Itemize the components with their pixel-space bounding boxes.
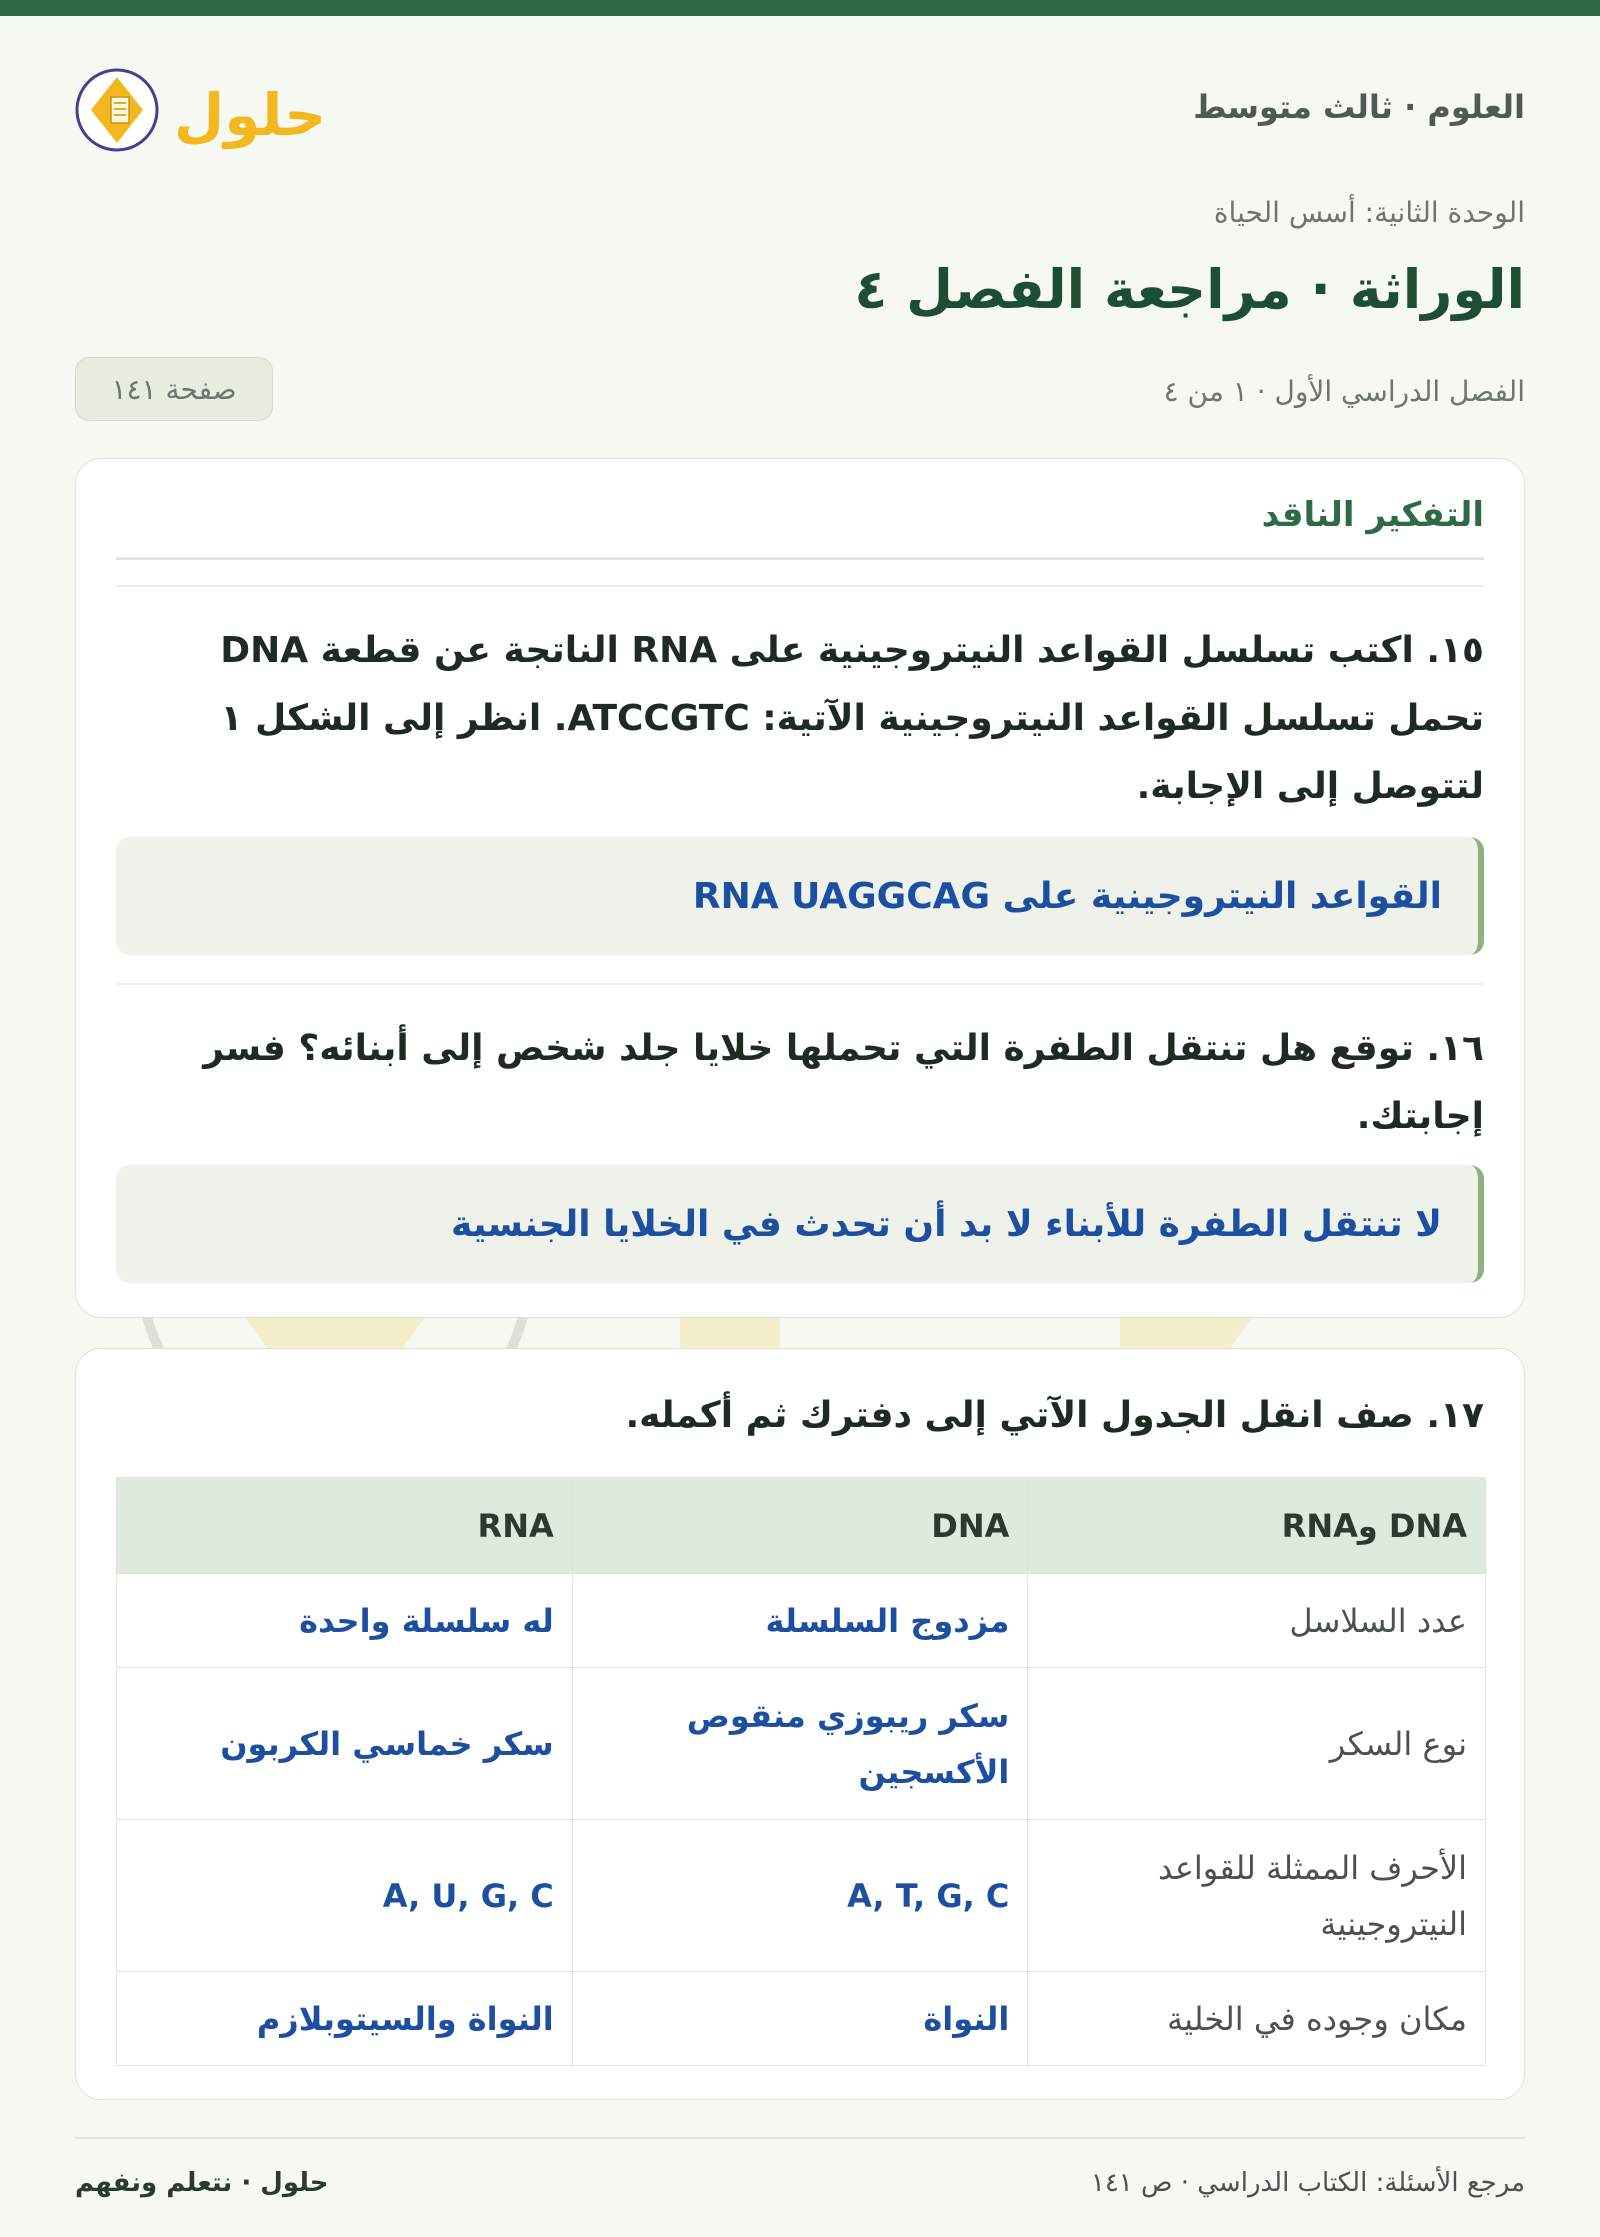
page-title: الوراثة · مراجعة الفصل ٤ [854, 258, 1525, 321]
logo-icon [75, 55, 345, 160]
row-label: عدد السلاسل [1028, 1574, 1486, 1668]
table-row [117, 1820, 1486, 1972]
table-header: RNA [117, 1478, 573, 1574]
rna-cell: سكر خماسي الكربون [117, 1668, 573, 1820]
row-label: الأحرف الممثلة للقواعد النيتروجينية [1028, 1820, 1486, 1972]
top-accent-bar [0, 0, 1600, 16]
dna-rna-table [116, 1477, 1486, 2066]
rna-cell: له سلسلة واحدة [117, 1574, 573, 1668]
logo-text: حلول [173, 81, 327, 149]
unit-label: الوحدة الثانية: أسس الحياة [1213, 196, 1525, 229]
section-divider [116, 557, 1484, 560]
dna-cell: A, T, G, C [572, 1820, 1028, 1972]
footer-brand: حلول · نتعلم ونفهم [75, 2168, 329, 2198]
comparison-card [75, 1348, 1525, 2100]
table-header: DNA [572, 1478, 1028, 1574]
answer-text: لا تنتقل الطفرة للأبناء لا بد أن تحدث في الخلايا الجنسية [450, 1203, 1442, 1245]
table-row [117, 1668, 1486, 1820]
question-16: ١٦. توقع هل تنتقل الطفرة التي تحملها خلايا جلد شخص إلى أبنائه؟ فسر إجابتك. [203, 1028, 1484, 1137]
site-logo[interactable] [75, 55, 345, 160]
answer-text: القواعد النيتروجينية على RNA UAGGCAG [692, 875, 1442, 917]
answer-15 [116, 837, 1484, 955]
rna-cell: النواة والسيتوبلازم [117, 1972, 573, 2066]
question-15: ١٥. اكتب تسلسل القواعد النيتروجينية على RNA الناتجة عن قطعة DNA تحمل تسلسل القواعد النيتروجينية الآتية: ATCCGTC. انظر إلى الشكل ١ لتتوصل إلى الإجابة. [220, 630, 1484, 807]
question-17: ١٧. صف انقل الجدول الآتي إلى دفترك ثم أكمله. [625, 1395, 1484, 1436]
footer-reference: مرجع الأسئلة: الكتاب الدراسي · ص ١٤١ [1090, 2168, 1525, 2198]
table-row [117, 1972, 1486, 2066]
footer-divider [75, 2137, 1525, 2139]
semester-label: الفصل الدراسي الأول · ١ من ٤ [1163, 375, 1525, 408]
subject-grade: العلوم · ثالث متوسط [1193, 88, 1525, 126]
table-row [117, 1574, 1486, 1668]
row-label: نوع السكر [1028, 1668, 1486, 1820]
divider [116, 585, 1484, 587]
divider [116, 983, 1484, 985]
critical-thinking-card [75, 458, 1525, 1318]
rna-cell: A, U, G, C [117, 1820, 573, 1972]
answer-16 [116, 1165, 1484, 1283]
dna-cell: النواة [572, 1972, 1028, 2066]
table-header-row [117, 1478, 1486, 1574]
row-label: مكان وجوده في الخلية [1028, 1972, 1486, 2066]
page-number-badge: صفحة ١٤١ [75, 357, 273, 421]
dna-cell: مزدوج السلسلة [572, 1574, 1028, 1668]
section-title: التفكير الناقد [1261, 495, 1484, 535]
dna-cell: سكر ريبوزي منقوص الأكسجين [572, 1668, 1028, 1820]
table-header: DNA وRNA [1028, 1478, 1486, 1574]
